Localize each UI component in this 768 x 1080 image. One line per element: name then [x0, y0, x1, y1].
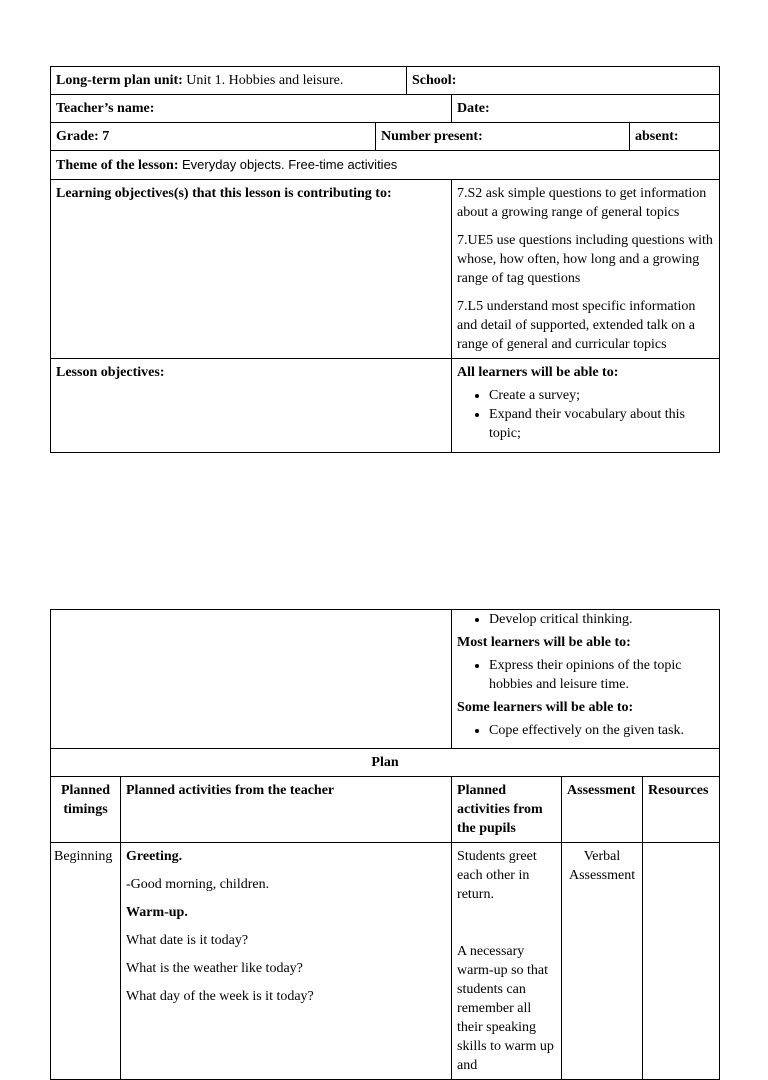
warmup-question: What date is it today? — [126, 933, 249, 948]
column-header-timings: Planned timings — [51, 777, 121, 843]
grade-label: Grade: 7 — [56, 129, 110, 144]
most-learners-label: Most learners will be able to: — [457, 635, 631, 650]
absent-cell — [630, 123, 720, 151]
school-label: School: — [412, 73, 457, 88]
warmup-title: Warm-up. — [126, 905, 188, 920]
lesson-header-table — [50, 66, 720, 453]
column-header-resources: Resources — [643, 777, 720, 843]
assessment-cell: Verbal Assessment — [562, 843, 643, 1080]
all-learners-list-continued — [457, 610, 714, 629]
greeting-line: -Good morning, children. — [126, 877, 270, 892]
resources-cell — [643, 843, 720, 1080]
learning-objectives-label-cell — [51, 180, 452, 359]
warmup-question: What day of the week is it today? — [126, 989, 314, 1004]
list-item: • Develop critical thinking. — [489, 610, 714, 629]
absent-label: absent: — [635, 129, 679, 144]
learning-objectives-cell — [452, 180, 720, 359]
pupils-activity: A necessary warm-up so that students can remember all their speaking skills to warm up and — [457, 944, 554, 1073]
grade-cell — [51, 123, 376, 151]
theme-cell — [51, 151, 720, 180]
plan-title: Plan — [51, 749, 720, 777]
pupils-activities-cell — [452, 843, 562, 1080]
theme-label: Theme of the lesson: — [56, 158, 179, 173]
learning-objectives-label: Learning objectives(s) that this lesson is contributing to: — [56, 186, 392, 201]
teacher-activities-cell — [121, 843, 452, 1080]
theme-value: Everyday objects. Free-time activities — [182, 157, 398, 172]
most-learners-list — [457, 656, 714, 694]
warmup-question: What is the weather like today? — [126, 961, 303, 976]
column-header-teacher: Planned activities from the teacher — [121, 777, 452, 843]
objectives-continued-cell — [452, 610, 720, 749]
date-cell — [452, 95, 720, 123]
some-learners-list — [457, 721, 714, 740]
greeting-title: Greeting. — [126, 849, 183, 864]
unit-value: Unit 1. Hobbies and leisure. — [186, 73, 344, 88]
learning-objective-item: 7.UE5 use questions including questions with whose, how often, how long and a growing range of tag questions — [457, 233, 713, 286]
present-label: Number present: — [381, 129, 483, 144]
pupils-activity: Students greet each other in return. — [457, 849, 537, 902]
date-label: Date: — [457, 101, 490, 116]
learning-objective-item: 7.L5 understand most specific information and detail of supported, extended talk on a range of general and curricular topics — [457, 299, 696, 352]
objectives-continued-left — [51, 610, 452, 749]
lesson-objectives-label-cell — [51, 359, 452, 453]
learning-objective-item: 7.S2 ask simple questions to get information about a growing range of general topics — [457, 186, 707, 220]
teacher-label: Teacher’s name: — [56, 101, 155, 116]
present-cell — [376, 123, 630, 151]
lesson-objectives-cell — [452, 359, 720, 453]
all-learners-list — [457, 386, 714, 443]
list-item: • Create a survey; — [489, 386, 714, 405]
teacher-cell — [51, 95, 452, 123]
lesson-plan-table — [50, 609, 720, 1080]
timing-cell: Beginning — [51, 843, 121, 1080]
list-item: • Express their opinions of the topic hobbies and leisure time. — [489, 656, 714, 694]
list-item: • Cope effectively on the given task. — [489, 721, 714, 740]
unit-label: Long-term plan unit: — [56, 73, 183, 88]
school-cell — [407, 67, 720, 95]
some-learners-label: Some learners will be able to: — [457, 700, 634, 715]
column-header-pupils: Planned activities from the pupils — [452, 777, 562, 843]
lesson-objectives-label: Lesson objectives: — [56, 365, 165, 380]
unit-cell — [51, 67, 407, 95]
all-learners-label: All learners will be able to: — [457, 365, 619, 380]
column-header-assessment: Assessment — [562, 777, 643, 843]
list-item: • Expand their vocabulary about this topic; — [489, 405, 714, 443]
